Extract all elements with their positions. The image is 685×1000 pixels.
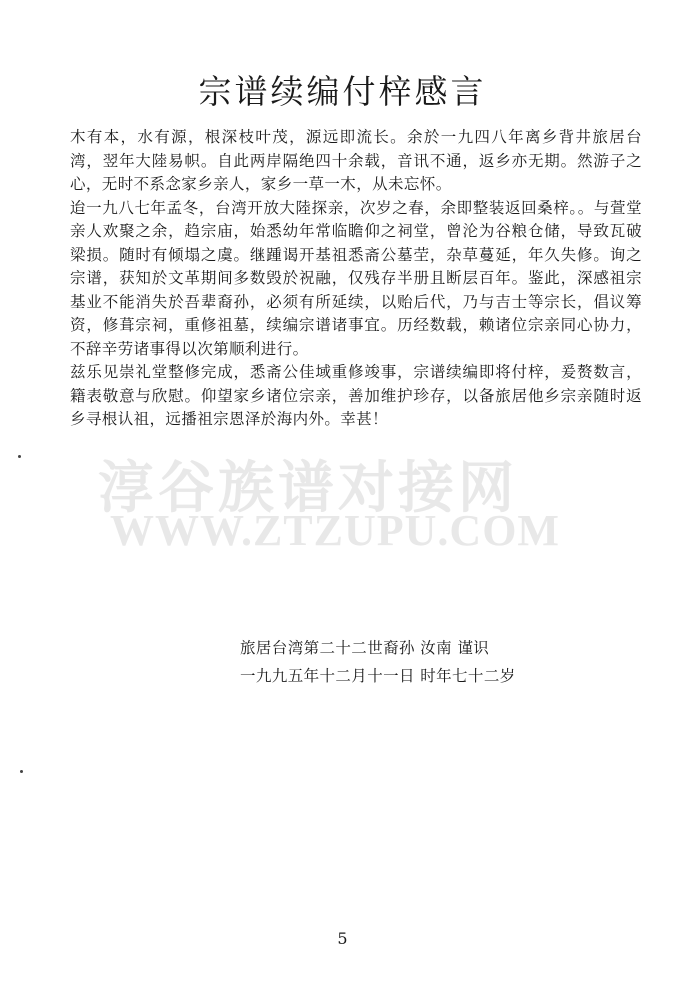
paragraph-3: 兹乐见崇礼堂整修完成，悉斋公佳域重修竣事，宗谱续编即将付梓，爰赘数言，籍表敬意与欣慰。仰望家乡诸位宗亲，善加维护珍存，以备旅居他乡宗亲随时返乡寻根认祖，远播祖宗恩泽於海内外。幸甚！ [70, 363, 642, 428]
document-title: 宗谱续编付梓感言 [198, 72, 487, 111]
document-body [70, 126, 642, 432]
scan-speck [18, 455, 21, 458]
paragraph-1: 木有本，水有源，根深枝叶茂，源远即流长。余於一九四八年离乡背井旅居台湾，翌年大陸易帜。自此两岸隔绝四十余载，音讯不通，返乡亦无期。然游子之心，无时不系念家乡亲人，家乡一草一木，从未忘怀。 [70, 128, 642, 193]
signature-line-date: 一九九五年十二月十一日 时年七十二岁 [240, 667, 516, 685]
page-number: 5 [337, 929, 348, 948]
scan-speck [20, 770, 23, 773]
watermark-chinese-text: 淳谷族谱对接网 [98, 456, 518, 521]
watermark-url-text: WWW.ZTZUPU.COM [110, 506, 560, 555]
signature-line-author: 旅居台湾第二十二世裔孙 汝南 谨识 [240, 639, 490, 657]
signature-block [240, 634, 516, 690]
paragraph-2: 迨一九八七年孟冬，台湾开放大陸探亲，次岁之春，余即整装返回桑梓。。与萱堂亲人欢聚之余，趋宗庙，始悉幼年常临瞻仰之祠堂，曾沦为谷粮仓储，导致瓦破梁损。随时有倾塌之虞。继踵谒开基祖悉斋公墓茔，杂草蔓延，年久失修。询之宗谱，获知於文革期间多数毁於祝融，仅残存半册且断层百年。鉴此，深感祖宗基业不能消失於吾辈裔孙，必须有所延续，以贻后代，乃与吉士等宗长，倡议筹资，修葺宗祠，重修祖墓，续编宗谱诸事宜。历经数载，赖诸位宗亲同心协力，不辞辛劳诸事得以次第顺利进行。 [70, 198, 642, 358]
